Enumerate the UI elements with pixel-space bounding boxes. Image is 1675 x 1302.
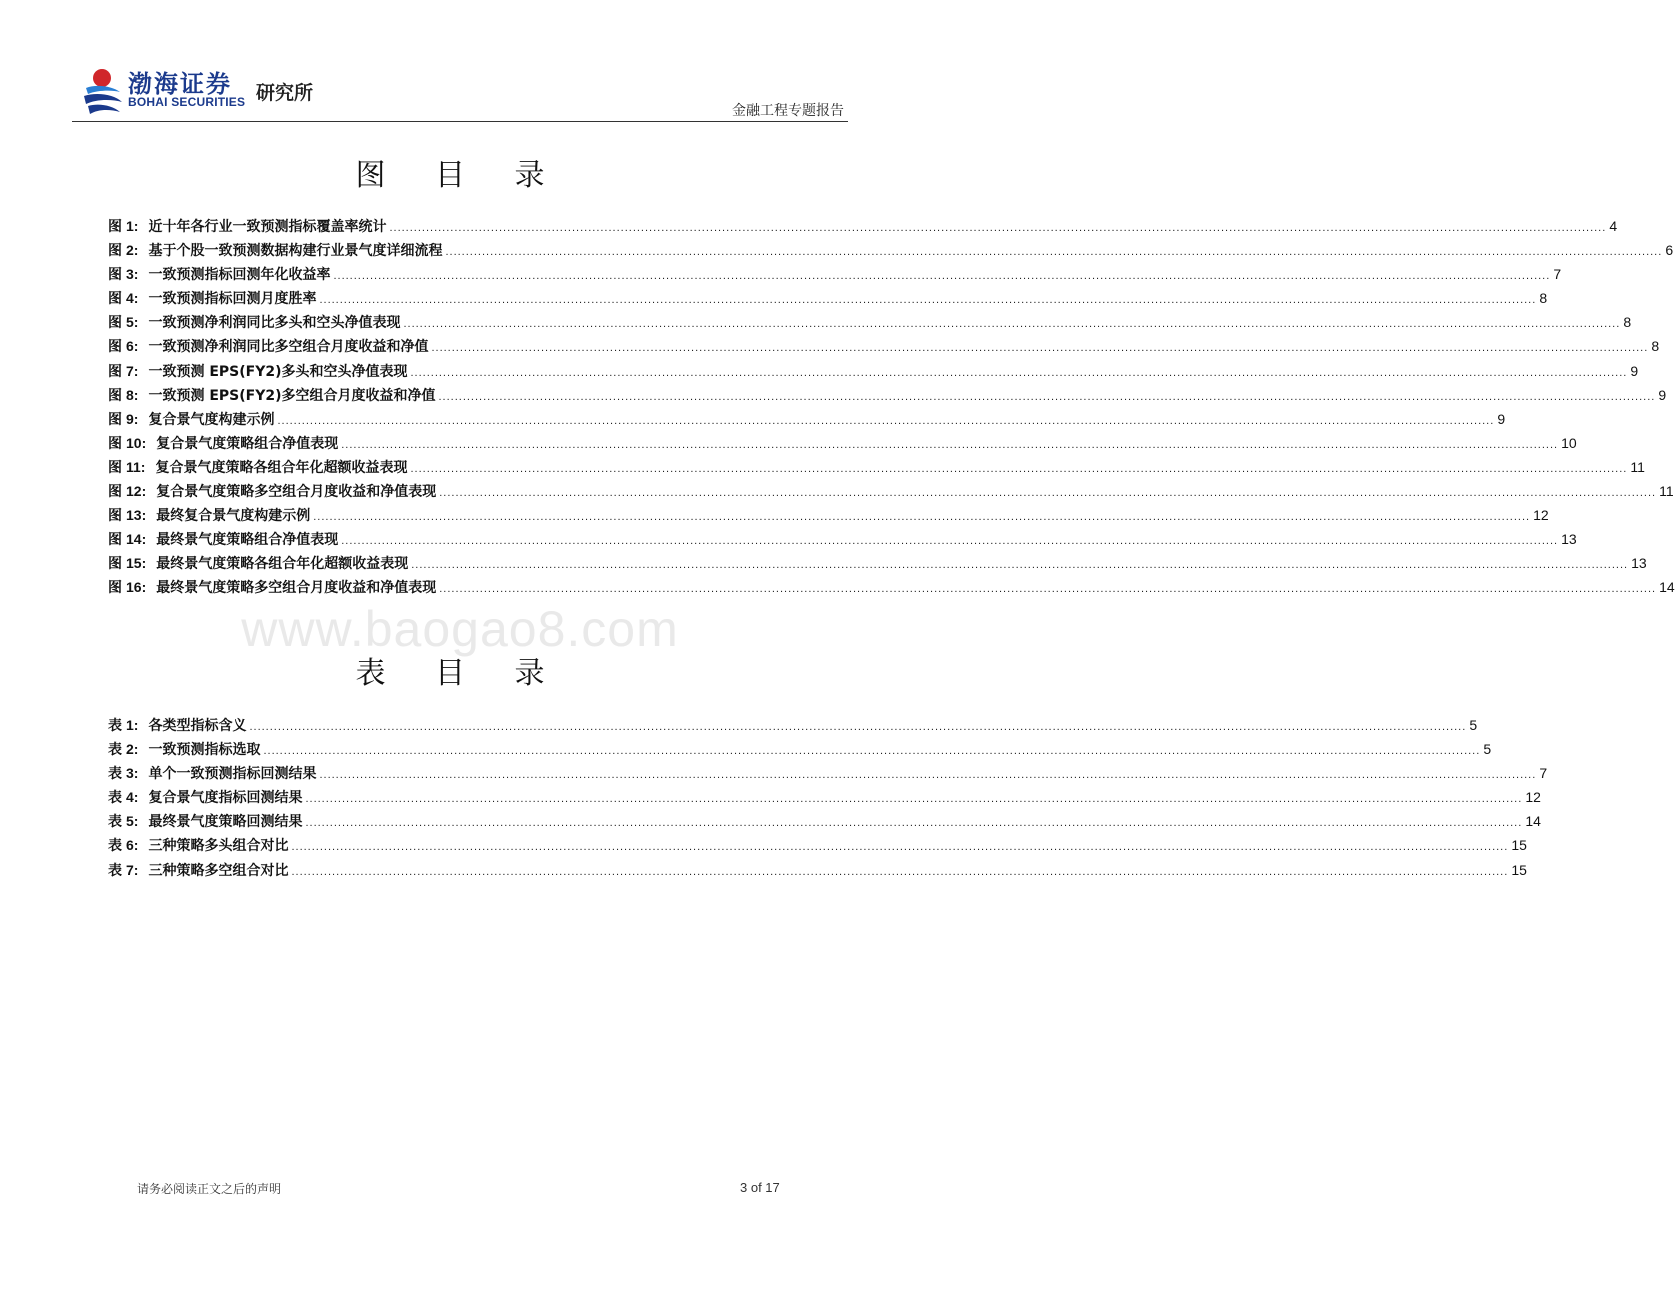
figure-toc-entry[interactable] [108, 577, 1675, 601]
toc-entry-title: 单个一致预测指标回测结果 [148, 766, 317, 783]
toc-entry-label: 图 [108, 363, 122, 380]
toc-entry-title: 最终景气度策略组合净值表现 [156, 532, 339, 549]
toc-entry-page: 12 [1525, 789, 1541, 806]
toc-entry-label: 图 [108, 556, 122, 573]
figure-toc-entry[interactable] [108, 481, 1674, 505]
toc-entry-label: 表 [108, 742, 122, 759]
toc-entry-title: 各类型指标含义 [148, 718, 247, 734]
toc-entry-title: 复合景气度策略各组合年化超额收益表现 [155, 459, 408, 476]
toc-entry-number: 6: [126, 338, 139, 355]
toc-entry-label: 图 [108, 580, 122, 597]
toc-entry-title: 最终景气度策略回测结果 [148, 814, 303, 831]
toc-entry-number: 12: [126, 483, 147, 500]
toc-dot-leader: ............................................................................................................................................................................................................................................................................................................ [305, 817, 1523, 830]
toc-dot-leader: ............................................................................................................................................................................................................................................................................................................ [263, 745, 1481, 758]
tables-toc-title: 表 目 录 [355, 656, 565, 691]
bohai-logo [82, 64, 322, 120]
toc-entry-number: 3: [126, 765, 139, 782]
header-divider [72, 121, 848, 122]
toc-entry-title: 最终景气度策略各组合年化超额收益表现 [156, 556, 409, 573]
toc-entry-number: 2: [126, 242, 139, 259]
toc-entry-label: 表 [108, 862, 122, 879]
toc-entry-number: 15: [126, 555, 147, 572]
toc-dot-leader: ............................................................................................................................................................................................................................................................................................................ [445, 246, 1663, 259]
toc-dot-leader: ............................................................................................................................................................................................................................................................................................................ [410, 366, 1628, 379]
figure-toc-entry[interactable] [108, 505, 1549, 529]
toc-entry-title: 一致预测 EPS(FY2)多空组合月度收益和净值 [148, 387, 436, 404]
toc-dot-leader: ............................................................................................................................................................................................................................................................................................................ [410, 462, 1628, 475]
toc-entry-title: 复合景气度构建示例 [148, 411, 275, 428]
toc-entry-label: 表 [108, 814, 122, 831]
toc-entry-label: 图 [108, 315, 122, 332]
toc-entry-number: 4: [126, 290, 139, 307]
toc-entry-page: 4 [1609, 218, 1618, 234]
toc-entry-number: 13: [126, 507, 147, 524]
toc-entry-number: 8: [126, 386, 139, 403]
toc-entry-number: 3: [126, 266, 139, 283]
toc-entry-page: 8 [1623, 314, 1632, 331]
report-type: 金融工程专题报告 [732, 103, 844, 119]
toc-entry-page: 11 [1630, 458, 1645, 475]
toc-dot-leader: ............................................................................................................................................................................................................................................................................................................ [249, 721, 1467, 733]
toc-entry-label: 表 [108, 766, 122, 783]
figure-toc-entry[interactable] [108, 529, 1577, 553]
toc-dot-leader: ............................................................................................................................................................................................................................................................................................................ [389, 222, 1607, 234]
table-toc-entry[interactable] [108, 715, 1478, 739]
toc-dot-leader: ............................................................................................................................................................................................................................................................................................................ [431, 342, 1649, 355]
toc-dot-leader: ............................................................................................................................................................................................................................................................................................................ [291, 841, 1509, 854]
figure-toc-entry[interactable] [108, 457, 1645, 481]
toc-entry-label: 图 [108, 387, 122, 404]
toc-dot-leader: ............................................................................................................................................................................................................................................................................................................ [439, 487, 1657, 500]
toc-entry-number: 9: [126, 410, 139, 427]
toc-entry-page: 10 [1561, 434, 1577, 451]
toc-entry-title: 一致预测 EPS(FY2)多头和空头净值表现 [148, 363, 408, 380]
toc-entry-page: 15 [1511, 861, 1527, 878]
toc-dot-leader: ............................................................................................................................................................................................................................................................................................................ [319, 294, 1537, 307]
toc-entry-number: 11: [126, 458, 146, 475]
toc-entry-number: 14: [126, 531, 147, 548]
toc-dot-leader: ............................................................................................................................................................................................................................................................................................................ [291, 865, 1509, 878]
figure-toc-entry[interactable] [108, 288, 1548, 312]
toc-entry-number: 5: [126, 813, 139, 830]
toc-entry-page: 5 [1469, 717, 1478, 733]
toc-entry-label: 表 [108, 838, 122, 855]
toc-entry-page: 7 [1539, 765, 1548, 782]
toc-entry-label: 图 [108, 291, 122, 308]
toc-entry-label: 图 [108, 243, 122, 260]
table-toc-entry[interactable] [108, 860, 1527, 884]
page-header [72, 62, 848, 122]
toc-dot-leader: ............................................................................................................................................................................................................................................................................................................ [439, 583, 1657, 596]
toc-entry-number: 1: [126, 218, 139, 234]
toc-entry-page: 9 [1497, 410, 1506, 427]
toc-entry-page: 8 [1651, 338, 1660, 355]
toc-entry-page: 14 [1525, 813, 1541, 830]
page-indicator: 3 of 17 [740, 1180, 780, 1195]
toc-entry-number: 7: [126, 362, 139, 379]
toc-entry-label: 表 [108, 790, 122, 807]
toc-entry-label: 图 [108, 411, 122, 428]
toc-entry-title: 复合景气度策略多空组合月度收益和净值表现 [156, 484, 437, 501]
toc-dot-leader: ............................................................................................................................................................................................................................................................................................................ [341, 438, 1559, 451]
toc-entry-label: 图 [108, 219, 122, 235]
table-toc-entry[interactable] [108, 739, 1492, 763]
toc-entry-label: 图 [108, 532, 122, 549]
toc-entry-number: 16: [126, 579, 147, 596]
toc-entry-title: 三种策略多头组合对比 [148, 838, 289, 855]
toc-entry-page: 13 [1631, 555, 1647, 572]
toc-dot-leader: ............................................................................................................................................................................................................................................................................................................ [341, 535, 1559, 548]
toc-dot-leader: ............................................................................................................................................................................................................................................................................................................ [277, 414, 1495, 427]
toc-dot-leader: ............................................................................................................................................................................................................................................................................................................ [305, 793, 1523, 806]
figure-toc-entry[interactable] [108, 409, 1506, 433]
toc-entry-page: 5 [1483, 741, 1492, 758]
toc-entry-title: 近十年各行业一致预测指标覆盖率统计 [148, 219, 387, 235]
toc-entry-number: 5: [126, 314, 139, 331]
toc-entry-title: 基于个股一致预测数据构建行业景气度详细流程 [148, 243, 443, 260]
figure-toc-entry[interactable] [108, 433, 1577, 457]
figure-toc-entry[interactable] [108, 385, 1667, 409]
toc-entry-label: 表 [108, 718, 122, 734]
toc-entry-page: 9 [1658, 386, 1667, 403]
toc-entry-label: 图 [108, 339, 122, 356]
toc-entry-title: 一致预测指标回测年化收益率 [148, 267, 331, 284]
toc-entry-title: 复合景气度策略组合净值表现 [156, 435, 339, 452]
figures-toc-title: 图 目 录 [355, 158, 565, 193]
figures-toc-list [108, 216, 1675, 602]
toc-dot-leader: ............................................................................................................................................................................................................................................................................................................ [319, 769, 1537, 782]
toc-dot-leader: ............................................................................................................................................................................................................................................................................................................ [403, 318, 1621, 331]
toc-entry-page: 13 [1561, 531, 1577, 548]
toc-entry-title: 复合景气度指标回测结果 [148, 790, 303, 807]
toc-entry-page: 14 [1659, 579, 1675, 596]
table-toc-entry[interactable] [108, 835, 1527, 859]
logo-chinese-name: 渤海证券 [128, 69, 232, 98]
toc-entry-title: 最终景气度策略多空组合月度收益和净值表现 [156, 580, 437, 597]
figure-toc-entry[interactable] [108, 336, 1660, 360]
toc-entry-page: 7 [1553, 266, 1562, 283]
toc-entry-page: 9 [1630, 362, 1639, 379]
figure-toc-entry[interactable] [108, 240, 1674, 264]
toc-entry-number: 4: [126, 789, 139, 806]
toc-dot-leader: ............................................................................................................................................................................................................................................................................................................ [411, 559, 1629, 572]
logo-english-name: BOHAI SECURITIES [128, 95, 246, 109]
table-toc-entry[interactable] [108, 811, 1541, 835]
toc-entry-label: 图 [108, 267, 122, 284]
toc-entry-number: 2: [126, 741, 139, 758]
toc-entry-page: 15 [1511, 837, 1527, 854]
toc-dot-leader: ............................................................................................................................................................................................................................................................................................................ [333, 270, 1551, 283]
toc-entry-title: 一致预测净利润同比多空组合月度收益和净值 [148, 339, 429, 356]
toc-entry-page: 11 [1659, 483, 1674, 500]
logo-institute: 研究所 [256, 82, 314, 104]
toc-entry-title: 一致预测指标选取 [148, 742, 261, 759]
toc-entry-label: 图 [108, 484, 122, 501]
toc-entry-number: 10: [126, 434, 147, 451]
bohai-logo-icon [82, 66, 124, 116]
watermark: www.baogao8.com [241, 601, 679, 657]
toc-entry-number: 6: [126, 837, 139, 854]
tables-toc-list [108, 715, 1548, 884]
toc-entry-page: 12 [1533, 507, 1549, 524]
toc-entry-label: 图 [108, 435, 122, 452]
toc-entry-label: 图 [108, 508, 122, 525]
toc-entry-title: 一致预测指标回测月度胜率 [148, 291, 317, 308]
toc-entry-title: 三种策略多空组合对比 [148, 862, 289, 879]
toc-dot-leader: ............................................................................................................................................................................................................................................................................................................ [438, 390, 1656, 403]
toc-dot-leader: ............................................................................................................................................................................................................................................................................................................ [313, 511, 1531, 524]
toc-entry-title: 一致预测净利润同比多头和空头净值表现 [148, 315, 401, 332]
toc-entry-number: 1: [126, 717, 139, 733]
table-toc-entry[interactable] [108, 787, 1541, 811]
figure-toc-entry[interactable] [108, 553, 1647, 577]
figure-toc-entry[interactable] [108, 216, 1618, 240]
table-toc-entry[interactable] [108, 763, 1548, 787]
figure-toc-entry[interactable] [108, 361, 1639, 385]
toc-entry-page: 8 [1539, 290, 1548, 307]
footer-disclaimer: 请务必阅读正文之后的声明 [137, 1182, 282, 1196]
toc-entry-page: 6 [1665, 242, 1674, 259]
toc-entry-label: 图 [108, 459, 122, 476]
toc-entry-title: 最终复合景气度构建示例 [156, 508, 311, 525]
figure-toc-entry[interactable] [108, 264, 1562, 288]
toc-entry-number: 7: [126, 861, 139, 878]
figure-toc-entry[interactable] [108, 312, 1632, 336]
